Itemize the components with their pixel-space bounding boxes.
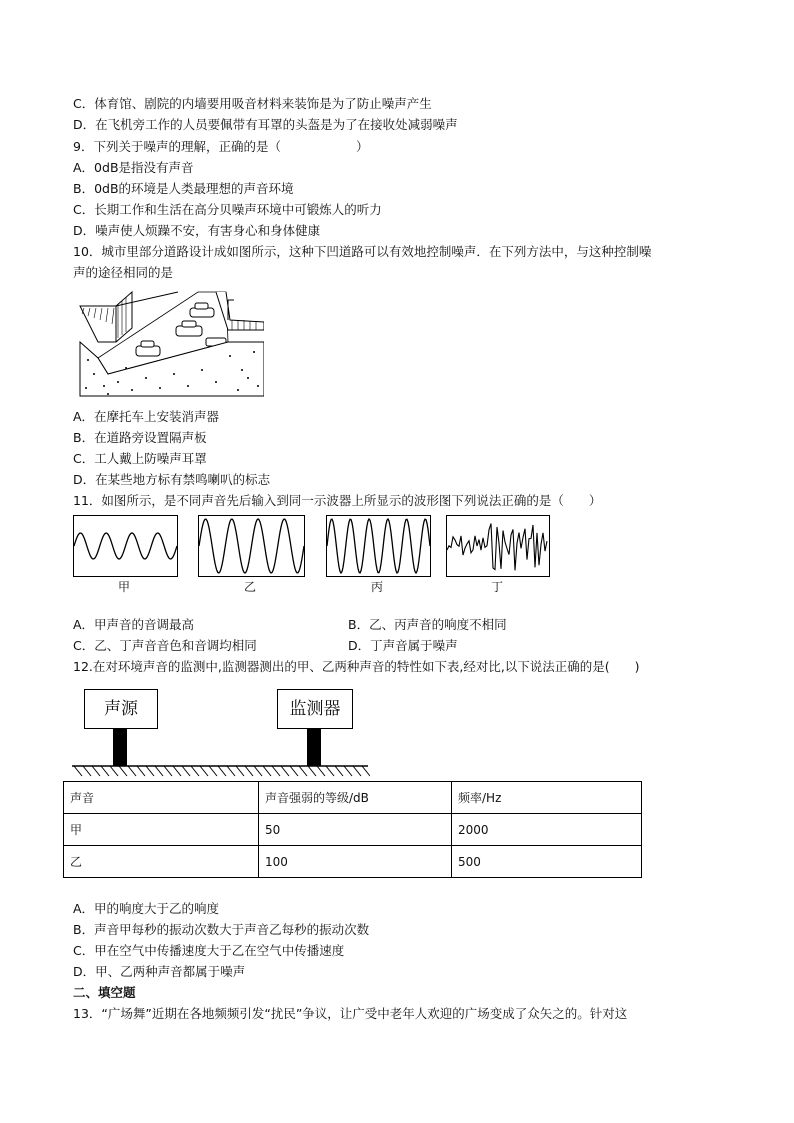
table-header-level: 声音强弱的等级/dB — [259, 782, 452, 814]
monitor-sign: 监测器 — [277, 689, 353, 729]
question-11-option-c: C．乙、丁声音音色和音调均相同 — [73, 638, 257, 653]
ground-diagram — [70, 726, 370, 778]
hatch-mark — [272, 766, 280, 776]
hatch-mark — [209, 766, 217, 776]
hatch-mark — [74, 766, 82, 776]
hatch-mark — [326, 766, 334, 776]
table-header-frequency: 频率/Hz — [452, 782, 642, 814]
hatch-mark — [200, 766, 208, 776]
section-heading: 二、填空题 — [73, 985, 136, 1000]
question-12-option-b: B．声音甲每秒的振动次数大于声音乙每秒的振动次数 — [73, 922, 370, 937]
hatch-mark — [173, 766, 181, 776]
hatch-mark — [290, 766, 298, 776]
question-9-option-c: C．长期工作和生活在高分贝噪声环境中可锻炼人的听力 — [73, 202, 382, 217]
question-9-option-b: B．0dB的环境是人类最理想的声音环境 — [73, 181, 294, 196]
question-12-option-a: A．甲的响度大于乙的响度 — [73, 901, 220, 916]
hatch-mark — [92, 766, 100, 776]
question-13-stem: 13．“广场舞”近期在各地频频引发“扰民”争议，让广受中老年人欢迎的广场变成了众矢之的。针对这 — [73, 1006, 628, 1021]
hatch-mark — [254, 766, 262, 776]
hatch-mark — [227, 766, 235, 776]
table-cell: 500 — [452, 846, 642, 878]
hatch-mark — [263, 766, 271, 776]
question-9-option-a: A．0dB是指没有声音 — [73, 160, 194, 175]
question-9-option-d: D．噪声使人烦躁不安，有害身心和身体健康 — [73, 223, 321, 238]
hatch-mark — [155, 766, 163, 776]
waveform-bing — [326, 515, 431, 577]
hatch-mark — [281, 766, 289, 776]
hatch-mark — [101, 766, 109, 776]
table-row — [64, 846, 642, 878]
question-12-stem: 12.在对环境声音的监测中,监测器测出的甲、乙两种声音的特性如下表,经对比,以下说法正确的是( ) — [73, 659, 640, 674]
hatch-mark — [110, 766, 118, 776]
hatch-mark — [137, 766, 145, 776]
table-cell: 甲 — [64, 814, 259, 846]
question-10-option-c: C．工人戴上防噪声耳罩 — [73, 451, 207, 466]
question-11-option-d: D．丁声音属于噪声 — [348, 638, 458, 653]
question-12-option-c: C．甲在空气中传播速度大于乙在空气中传播速度 — [73, 943, 345, 958]
waveform-yi — [198, 515, 305, 577]
hatch-mark — [146, 766, 154, 776]
question-11-stem: 11．如图所示，是不同声音先后输入到同一示波器上所显示的波形图下列说法正确的是（ ） — [73, 493, 602, 508]
table-header-row — [64, 782, 642, 814]
question-9-stem: 9．下列关于噪声的理解，正确的是（ ） — [73, 139, 369, 154]
hatch-mark — [128, 766, 136, 776]
waveform-ding — [446, 515, 550, 577]
hatch-mark — [362, 766, 370, 776]
waveform-jia — [73, 515, 178, 577]
table-cell: 100 — [259, 846, 452, 878]
hatch-mark — [344, 766, 352, 776]
noise-table — [63, 781, 642, 878]
table-row — [64, 814, 642, 846]
hatch-mark — [191, 766, 199, 776]
hatch-mark — [164, 766, 172, 776]
question-12-option-d: D．甲、乙两种声音都属于噪声 — [73, 964, 246, 979]
table-cell: 乙 — [64, 846, 259, 878]
hatch-mark — [245, 766, 253, 776]
hatch-mark — [182, 766, 190, 776]
waveform-ding-label: 丁 — [490, 580, 503, 594]
hatch-mark — [236, 766, 244, 776]
waveform-jia-label: 甲 — [117, 580, 130, 594]
waveform-yi-label: 乙 — [243, 580, 256, 594]
table-cell: 2000 — [452, 814, 642, 846]
question-11-option-b: B．乙、丙声音的响度不相同 — [348, 617, 507, 632]
waveform-yi-trace — [199, 516, 304, 576]
question-10-option-a: A．在摩托车上安装消声器 — [73, 409, 220, 424]
sound-source-sign: 声源 — [84, 689, 158, 729]
hatch-mark — [353, 766, 361, 776]
question-10-stem: 10．城市里部分道路设计成如图所示，这种下凹道路可以有效地控制噪声．在下列方法中，与这种控制噪 — [73, 244, 652, 259]
waveform-bing-trace — [327, 516, 430, 576]
table-header-sound: 声音 — [64, 782, 259, 814]
table-cell: 50 — [259, 814, 452, 846]
question-8-option-d: D．在飞机旁工作的人员要佩带有耳罩的头盔是为了在接收处减弱噪声 — [73, 117, 458, 132]
question-8-option-c: C．体育馆、剧院的内墙要用吸音材料来装饰是为了防止噪声产生 — [73, 96, 432, 111]
hatch-mark — [218, 766, 226, 776]
hatch-mark — [317, 766, 325, 776]
question-10-stem-cont: 声的途径相同的是 — [73, 265, 174, 280]
question-10-option-d: D．在某些地方标有禁鸣喇叭的标志 — [73, 472, 271, 487]
hatch-mark — [119, 766, 127, 776]
question-11-option-a: A．甲声音的音调最高 — [73, 617, 195, 632]
waveform-ding-trace — [447, 516, 549, 576]
hatch-mark — [308, 766, 316, 776]
sunken-road-figure — [78, 290, 264, 398]
hatch-mark — [299, 766, 307, 776]
waveform-jia-trace — [74, 516, 177, 576]
hatch-mark — [335, 766, 343, 776]
question-10-option-b: B．在道路旁设置隔声板 — [73, 430, 207, 445]
waveform-bing-label: 丙 — [370, 580, 383, 594]
hatch-mark — [83, 766, 91, 776]
